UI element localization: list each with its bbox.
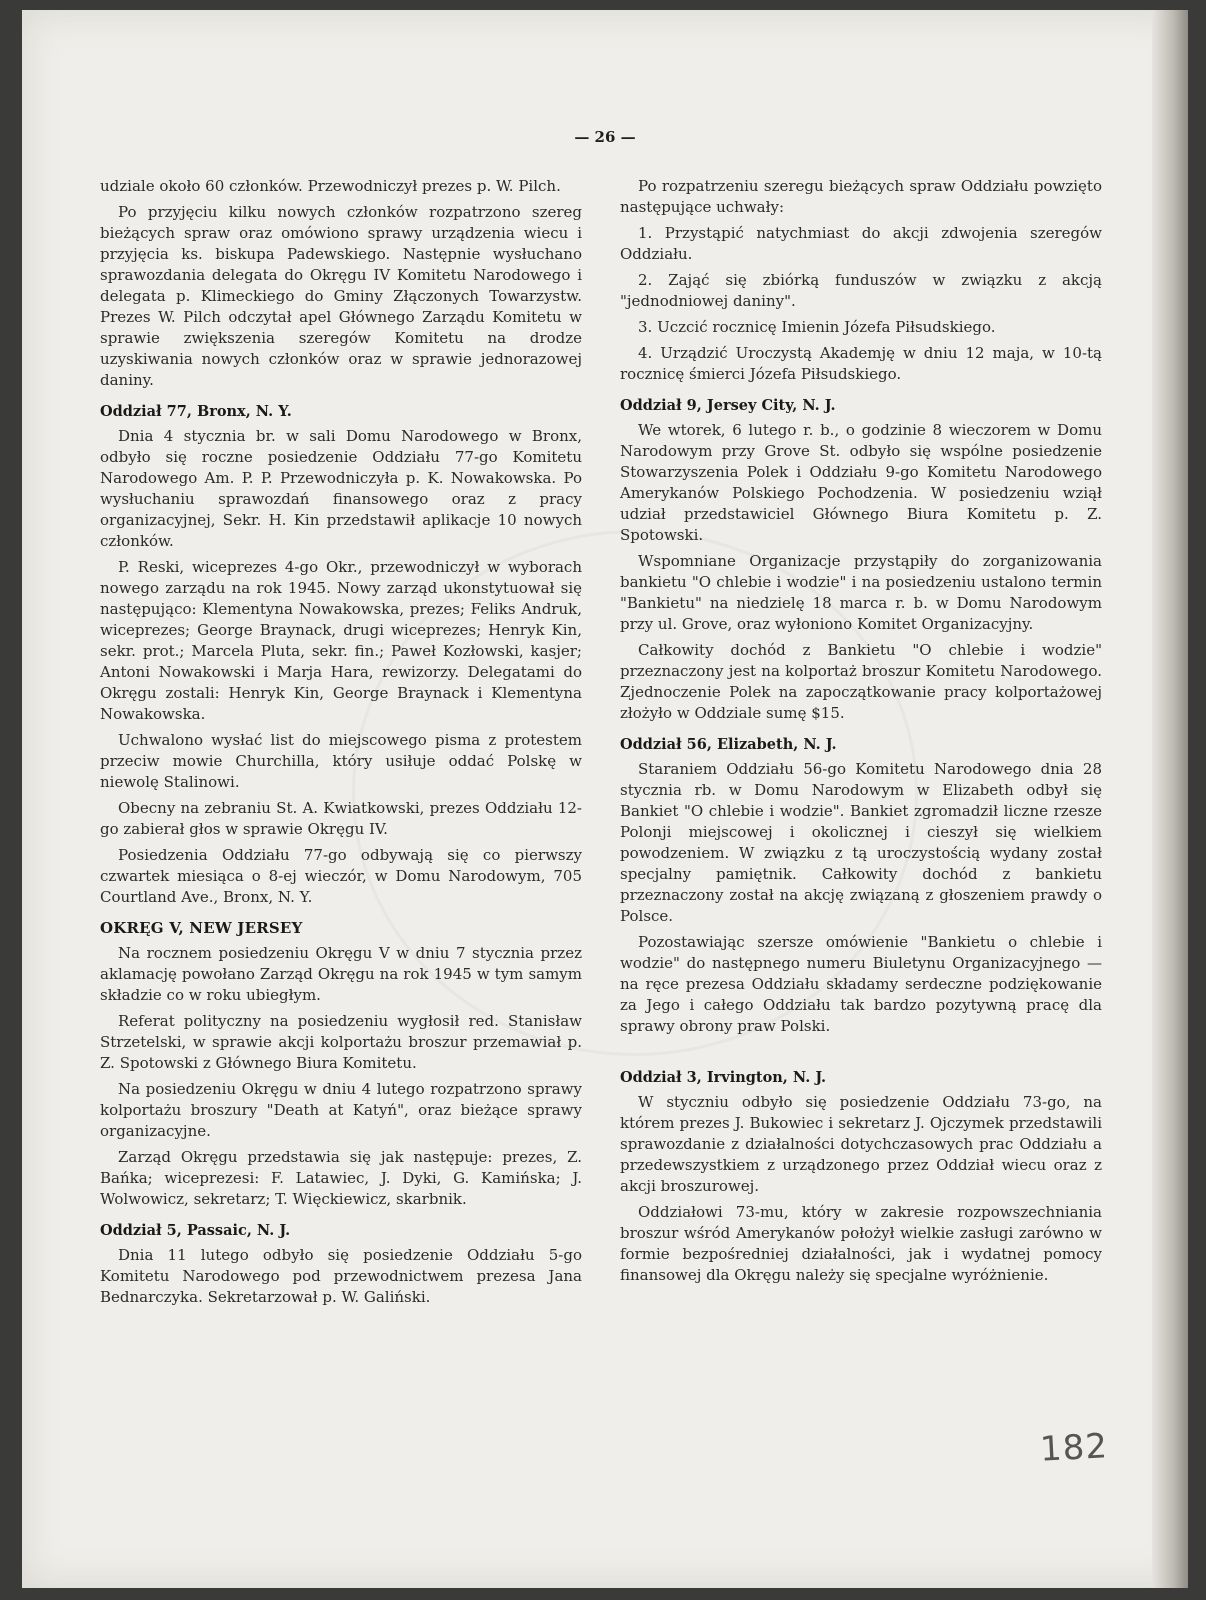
right-column (620, 176, 1102, 1291)
paragraph: Referat polityczny na posiedzeniu wygłosił red. Stanisław Strzetelski, w sprawie akcji kolportażu broszur przemawiał p. Z. Spotowski z Głównego Biura Komitetu. (100, 1012, 582, 1072)
paragraph: Posiedzenia Oddziału 77-go odbywają się co pierwszy czwartek miesiąca o 8-ej wieczór, w Domu Narodowym, 705 Courtland Ave., Bronx, N. Y. (100, 846, 582, 906)
paragraph: 1. Przystąpić natychmiast do akcji zdwojenia szeregów Oddziału. (620, 224, 1102, 263)
page-number: — 26 — (574, 128, 636, 146)
paragraph: Uchwalono wysłać list do miejscowego pisma z protestem przeciw mowie Churchilla, który usiłuje oddać Polskę w niewolę Stalinowi. (100, 731, 582, 791)
paragraph: 3. Uczcić rocznicę Imienin Józefa Piłsudskiego. (638, 318, 996, 336)
section-heading: Oddział 9, Jersey City, N. J. (620, 397, 836, 414)
paragraph: Zarząd Okręgu przedstawia się jak następuje: prezes, Z. Bańka; wiceprezesi: F. Latawiec, J. Dyki, G. Kamińska; J. Wolwowicz, sekretarz; T. Więckiewicz, skarbnik. (100, 1148, 582, 1208)
section-heading: Oddział 3, Irvington, N. J. (620, 1069, 827, 1086)
binding-edge (1152, 10, 1188, 1588)
left-column (100, 176, 582, 1313)
paragraph: We wtorek, 6 lutego r. b., o godzinie 8 wieczorem w Domu Narodowym przy Grove St. odbyło się wspólne posiedzenie Stowarzyszenia Polek i Oddziału 9-go Komitetu Narodowego Amerykanów Polskiego Pochodzenia. W posiedzeniu wziął udział przedstawiciel Głównego Biura Komitetu p. Z. Spotowski. (620, 421, 1102, 544)
paragraph: Wspomniane Organizacje przystąpiły do zorganizowania bankietu "O chlebie i wodzie" i na posiedzeniu ustalono termin "Bankietu" na niedzielę 18 marca r. b. w Domu Narodowym przy ul. Grove, oraz wyłoniono Komitet Organizacyjny. (620, 552, 1102, 633)
section-heading: Oddział 5, Passaic, N. J. (100, 1222, 291, 1239)
paragraph: Staraniem Oddziału 56-go Komitetu Narodowego dnia 28 stycznia rb. w Domu Narodowym w Elizabeth odbył się Bankiet "O chlebie i wodzie". Bankiet zgromadził liczne rzesze Polonji miejscowej i okolicznej i cieszył się wielkiem powodzeniem. W związku z tą uroczystością wydany został specjalny pamiętnik. Całkowity dochód z bankietu przeznaczony został na akcję związaną z głoszeniem prawdy o Polsce. (620, 760, 1102, 925)
document-page (22, 10, 1188, 1588)
paragraph: 4. Urządzić Uroczystą Akademję w dniu 12 maja, w 10-tą rocznicę śmierci Józefa Piłsudskiego. (620, 344, 1102, 383)
paragraph: Po przyjęciu kilku nowych członków rozpatrzono szereg bieżących spraw oraz omówiono sprawy urządzenia wiecu i przyjęcia ks. biskupa Padewskiego. Następnie wysłuchano sprawozdania delegata do Okręgu IV Komitetu Narodowego i delegata p. Klimeckiego do Gminy Złączonych Towarzystw. Prezes W. Pilch odczytał apel Głównego Zarządu Komitetu w sprawie zwiększenia szeregów Komitetu na drodze uzyskiwania nowych członków oraz w sprawie jednorazowej daniny. (100, 203, 582, 389)
paragraph: Dnia 11 lutego odbyło się posiedzenie Oddziału 5-go Komitetu Narodowego pod przewodnictwem prezesa Jana Bednarczyka. Sekretarzował p. W. Galiński. (100, 1246, 582, 1306)
paragraph: Pozostawiając szersze omówienie "Bankietu o chlebie i wodzie" do następnego numeru Biuletynu Organizacyjnego — na ręce prezesa Oddziału składamy serdeczne podziękowanie za Jego i całego Oddziału tak bardzo pozytywną pracę dla sprawy obrony praw Polski. (620, 933, 1102, 1035)
paragraph: 2. Zająć się zbiórką funduszów w związku z akcją "jednodniowej daniny". (620, 271, 1102, 310)
paragraph: Dnia 4 stycznia br. w sali Domu Narodowego w Bronx, odbyło się roczne posiedzenie Oddziału 77-go Komitetu Narodowego Am. P. P. Przewodniczyła p. K. Nowakowska. Po wysłuchaniu sprawozdań finansowego oraz z pracy organizacyjnej, Sekr. H. Kin przedstawił aplikacje 10 nowych członków. (100, 427, 582, 550)
paragraph: W styczniu odbyło się posiedzenie Oddziału 73-go, na którem prezes J. Bukowiec i sekretarz J. Ojczymek przedstawili sprawozdanie z działalności dotychczasowych prac Oddziału a przedewszystkiem z urządzonego przez Oddział wiecu oraz z akcji broszurowej. (620, 1093, 1102, 1195)
handwritten-page-number: 182 (1038, 1426, 1109, 1470)
paragraph: Na posiedzeniu Okręgu w dniu 4 lutego rozpatrzono sprawy kolportażu broszury "Death at Katyń", oraz bieżące sprawy organizacyjne. (100, 1080, 582, 1140)
paragraph: Obecny na zebraniu St. A. Kwiatkowski, prezes Oddziału 12-go zabierał głos w sprawie Okręgu IV. (100, 799, 582, 838)
paragraph: Całkowity dochód z Bankietu "O chlebie i wodzie" przeznaczony jest na kolportaż broszur Komitetu Narodowego. Zjednoczenie Polek na zapoczątkowanie pracy kolportażowej złożyło w Oddziale sumę $15. (620, 641, 1102, 722)
section-heading: Oddział 56, Elizabeth, N. J. (620, 736, 837, 753)
paragraph: Po rozpatrzeniu szeregu bieżących spraw Oddziału powzięto następujące uchwały: (620, 177, 1102, 216)
section-heading: Oddział 77, Bronx, N. Y. (100, 403, 292, 420)
paragraph: udziale około 60 członków. Przewodniczył prezes p. W. Pilch. (100, 177, 561, 195)
paragraph: P. Reski, wiceprezes 4-go Okr., przewodniczył w wyborach nowego zarządu na rok 1945. Nowy zarząd ukonstytuował się następująco: Klementyna Nowakowska, prezes; Feliks Andruk, wiceprezes; George Braynack, drugi wiceprezes; Henryk Kin, sekr. prot.; Marcela Pluta, sekr. fin.; Paweł Kozłowski, kasjer; Antoni Nowakowski i Marja Hara, rewizorzy. Delegatami do Okręgu zostali: Henryk Kin, George Braynack i Klementyna Nowakowska. (100, 558, 582, 723)
district-heading: OKRĘG V, NEW JERSEY (100, 919, 303, 937)
paragraph: Oddziałowi 73-mu, który w zakresie rozpowszechniania broszur wśród Amerykanów położył wielkie zasługi zarówno w formie bezpośredniej działalności, jak i wydatnej pomocy finansowej dla Okręgu należy się specjalne wyróżnienie. (620, 1203, 1102, 1284)
paragraph: Na rocznem posiedzeniu Okręgu V w dniu 7 stycznia przez aklamację powołano Zarząd Okręgu na rok 1945 w tym samym składzie co w roku ubiegłym. (100, 944, 582, 1004)
